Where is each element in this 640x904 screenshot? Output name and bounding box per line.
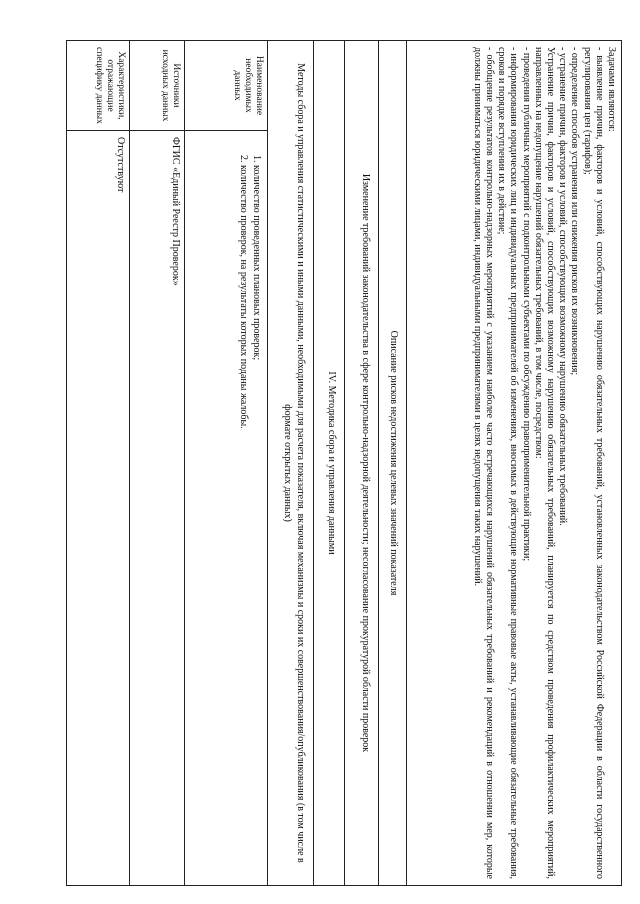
tasks-block [407,41,621,885]
risks-text: Изменение требований законодательства в сфере контрольно-надзорной деятельности; несогласование прокуратурой области проверок [360,173,371,753]
data-names-body [185,131,267,885]
indicator-table [66,40,622,886]
task-line: - информирования юридических лиц и индивидуальных предпринимателей об изменениях, вносимых в действующие нормативные правовые акты, устанавливающие обязательные требования, сроков и порядке вступления их в действие; [496,47,520,879]
task-line: Устранение причин, факторов и условий, способствующих возможному нарушению обязательных требований, планируется по средством проведения профилактических мероприятий, направленных на недопущение нарушений обязательных требований, в том числе, посредством: [532,47,557,879]
section-title: IV. Методика сбора и управления данными [326,371,337,555]
methods-text: Методы сбора и управления статистическими и иными данными, необходимыми для расчета показателя, включая механизмы и сроки их совершенствования/опубликования (в том числе в формате открытых данных) [282,63,306,863]
risks-text-row [344,40,378,886]
characteristics-value: Отсутствуют [115,137,126,193]
sources-label: Источники исходных данных [130,41,184,131]
list-item: 2. количество проверок, на результаты которых поданы жалобы. [236,165,249,879]
risks-heading: Описание рисков недостижения целевых значений показателя [388,330,399,596]
sources-row [129,40,184,886]
characteristics-row [66,40,129,886]
characteristics-label: Характеристики, отражающие специфику данных [67,41,129,131]
list-item: 1. количество проведенных плановых проверок; [249,165,262,879]
task-line: - устранение причин, факторов и условий, способствующих возможному нарушению обязательных требований. [557,47,569,526]
methods-row [267,40,313,886]
task-line: - обобщение результатов контрольно-надзорных мероприятий с указанием наиболее часто встречающихся нарушений обязательных требований и рекомендаций в отношении мер, которые должны приниматься юридическими лицами, индивидуальными предпринимателями в целях недопущения таких нарушений. [471,47,496,879]
task-line: - проведения публичных мероприятий с подконтрольными субъектами по обсуждению правоприменительной практики; [520,47,532,562]
data-names-row [184,40,267,886]
data-names-list [236,137,262,879]
risks-heading-row [378,40,406,886]
task-line: - выявление причин, факторов и условий, способствующих нарушению обязательных требований, установленных законодательством Российской Федерации в области государственного регулирования цен (тарифов); [581,47,605,879]
section-title-row [313,40,344,886]
tasks-heading: Задачами являются: [606,47,617,132]
task-line: - определение способов устранения или снижения рисков их возникновения; [569,47,581,376]
sources-value: ФГИС «Единый Реестр Проверок» [170,137,181,286]
tasks-row [406,40,622,886]
data-names-label: Наименование необходимых данных [185,41,267,131]
